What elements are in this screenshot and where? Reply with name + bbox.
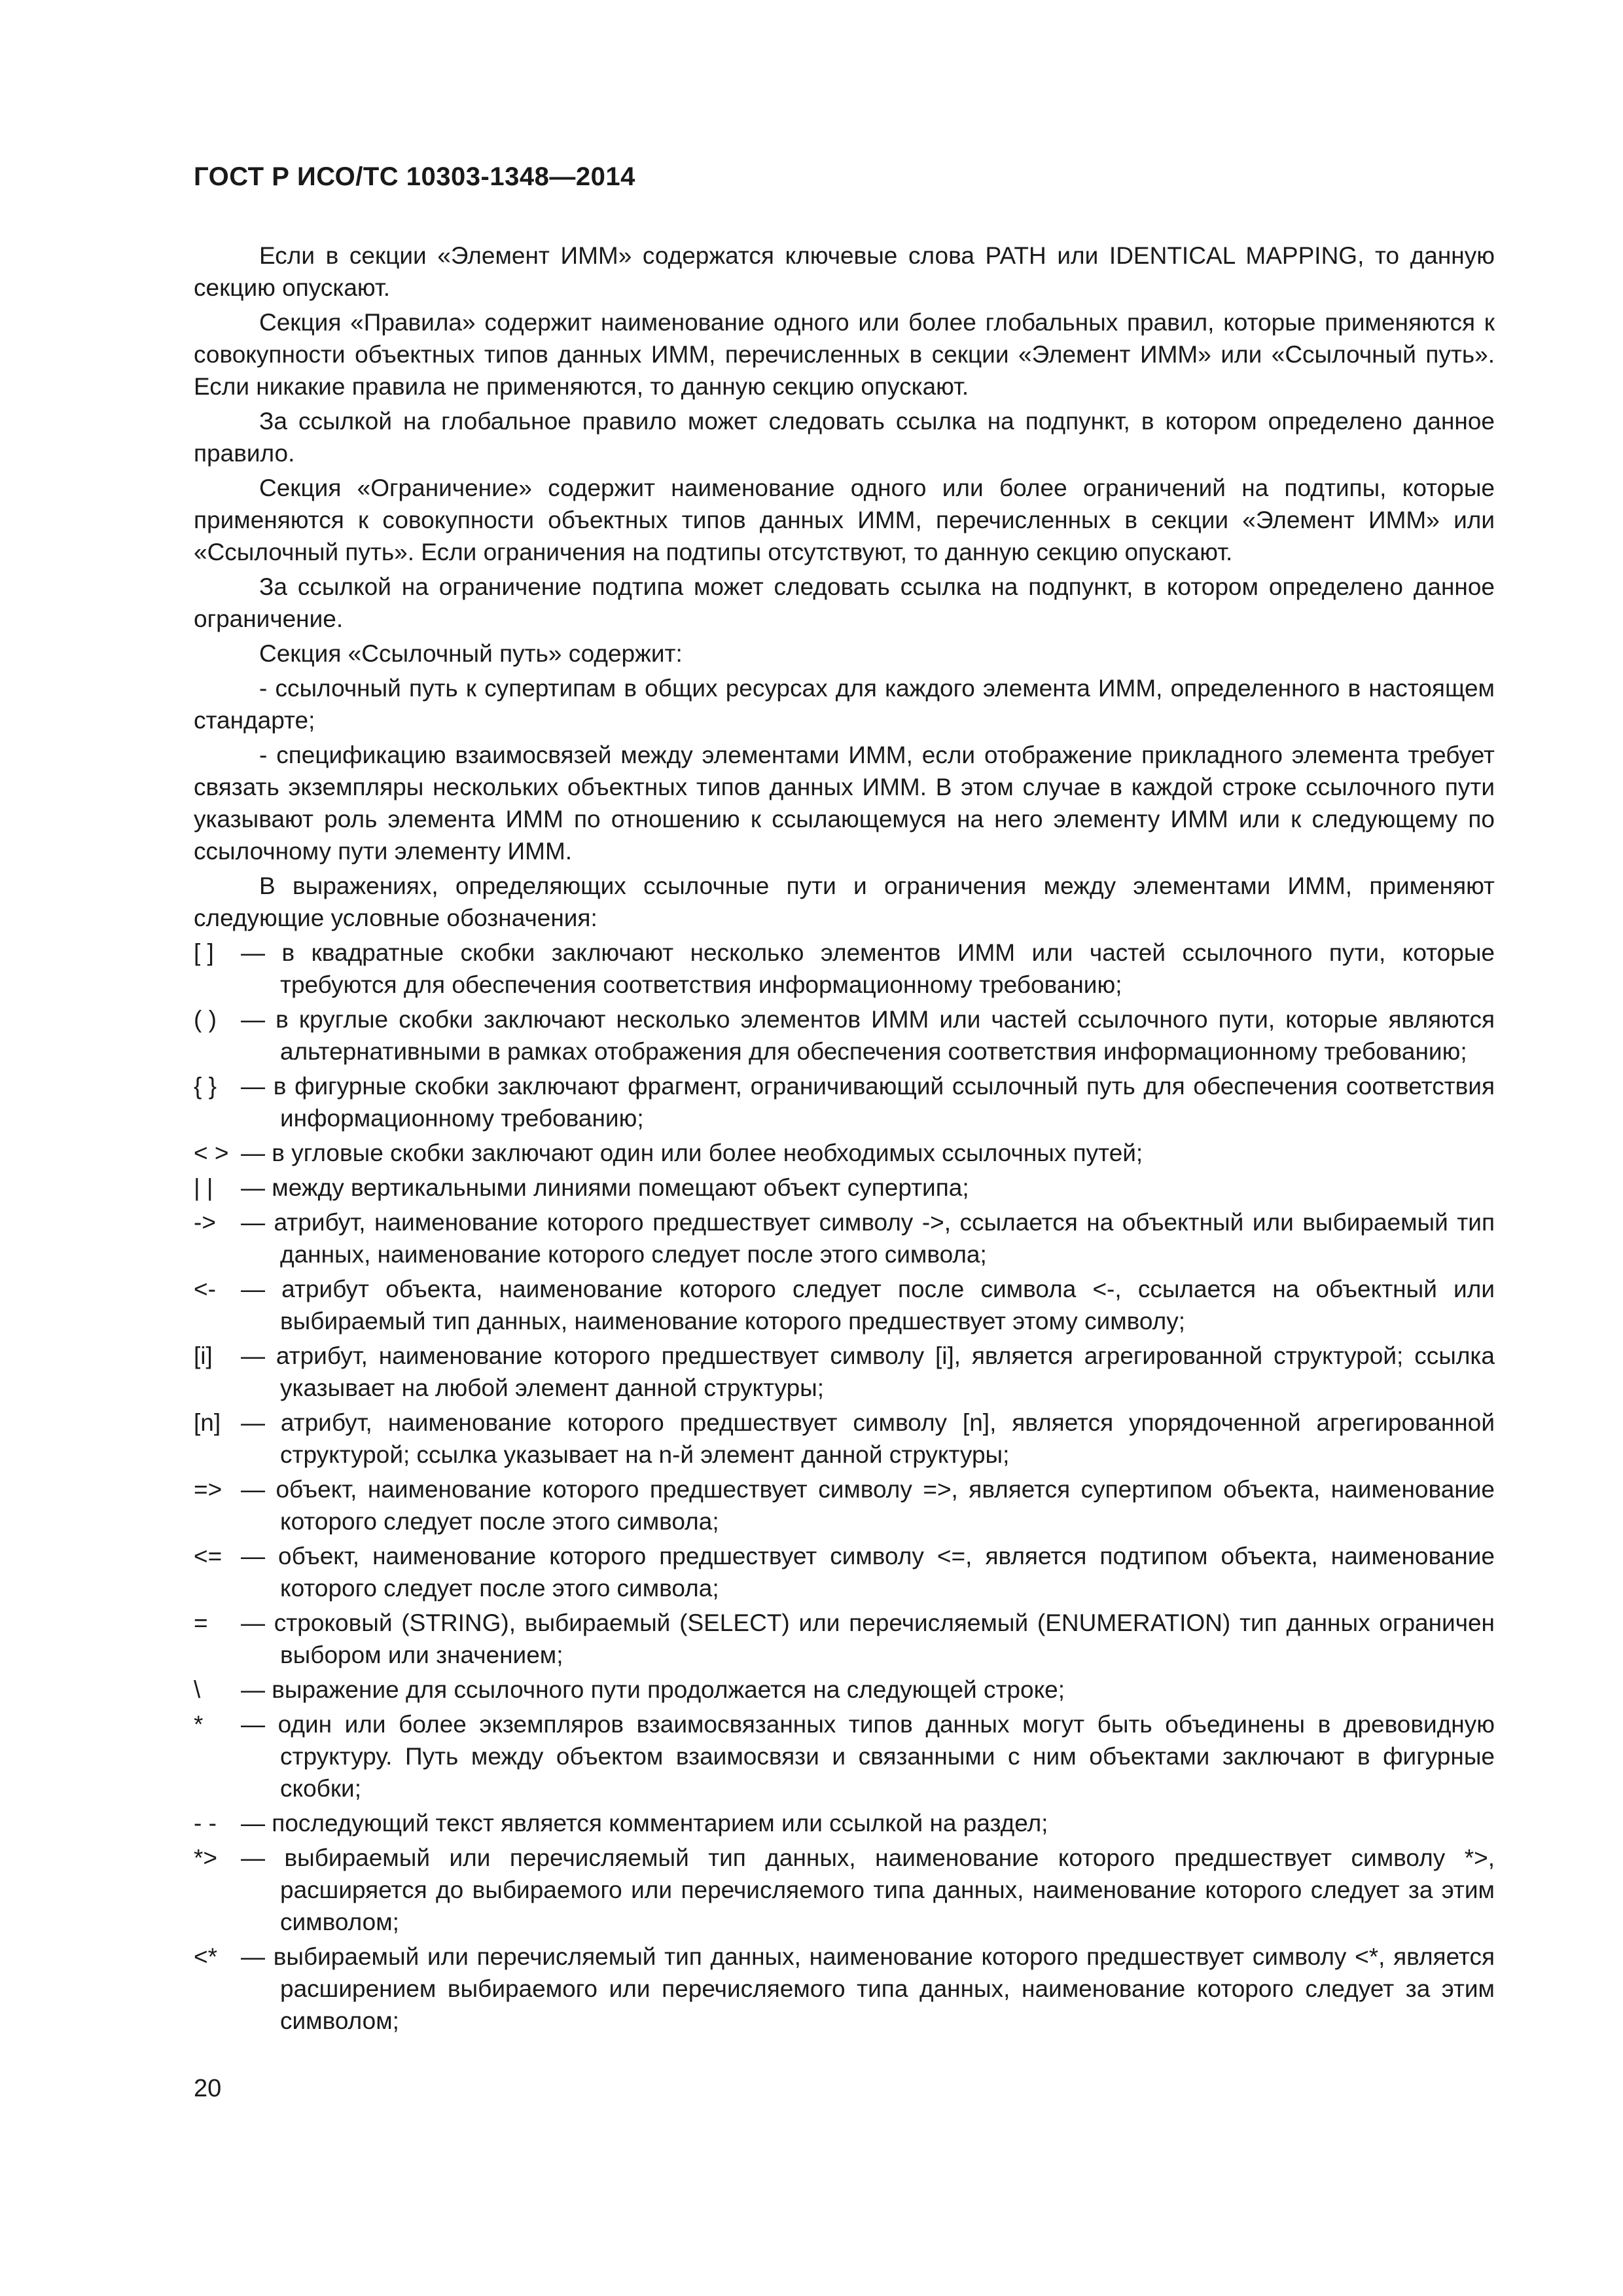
- notation-description: — атрибут, наименование которого предшествует символу [i], является агрегированной структурой; ссылка указывает на любой элемент данной структуры;: [241, 1342, 1495, 1401]
- notation-symbol: [n]: [194, 1409, 221, 1436]
- paragraph: Секция «Правила» содержит наименование одного или более глобальных правил, которые применяются к совокупности объектных типов данных ИММ, перечисленных в секции «Элемент ИММ» или «Ссылочный путь». Если никакие правила не применяются, то данную секцию опускают.: [194, 309, 1495, 400]
- notation-description: — строковый (STRING), выбираемый (SELECT) или перечисляемый (ENUMERATION) тип данных ограничен выбором или значением;: [241, 1609, 1495, 1668]
- notation-list: [194, 937, 1495, 2037]
- paragraph: Секция «Ограничение» содержит наименование одного или более ограничений на подтипы, которые применяются к совокупности объектных типов данных ИММ, перечисленных в секции «Элемент ИММ» или «Ссылочный путь». Если ограничения на подтипы отсутствуют, то данную секцию опускают.: [194, 475, 1495, 565]
- notation-description: — объект, наименование которого предшествует символу <=, является подтипом объекта, наименование которого следует после этого символа;: [241, 1543, 1495, 1602]
- notation-symbol: <*: [194, 1943, 218, 1970]
- notation-description: — объект, наименование которого предшествует символу =>, является супертипом объекта, наименование которого следует после этого символа;: [241, 1476, 1495, 1535]
- notation-description: — выражение для ссылочного пути продолжается на следующей строке;: [241, 1676, 1065, 1703]
- notation-row: [194, 1807, 1495, 1839]
- notation-row: [194, 1172, 1495, 1204]
- notation-symbol: =: [194, 1609, 208, 1636]
- notation-description: — атрибут объекта, наименование которого следует после символа <-, ссылается на объектный или выбираемый тип данных, наименование которого предшествует этому символу;: [241, 1276, 1495, 1335]
- notation-description: — в угловые скобки заключают один или более необходимых ссылочных путей;: [241, 1139, 1143, 1166]
- notation-symbol: <-: [194, 1276, 216, 1302]
- paragraph: За ссылкой на ограничение подтипа может следовать ссылка на подпункт, в котором определено данное ограничение.: [194, 573, 1495, 632]
- notation-symbol: \: [194, 1676, 201, 1703]
- notation-row: [194, 1708, 1495, 1804]
- list-item: - спецификацию взаимосвязей между элементами ИММ, если отображение прикладного элемента требует связать экземпляры нескольких объектных типов данных ИММ. В этом случае в каждой строке ссылочного пути указывают роль элемента ИММ по отношению к ссылающемуся на него элементу ИММ или к следующему по ссылочному пути элементу ИММ.: [194, 742, 1495, 865]
- notation-row: [194, 1674, 1495, 1706]
- list-item: - ссылочный путь к супертипам в общих ресурсах для каждого элемента ИММ, определенного в настоящем стандарте;: [194, 675, 1495, 734]
- notation-description: — между вертикальными линиями помещают объект супертипа;: [241, 1174, 969, 1201]
- paragraph: Если в секции «Элемент ИММ» содержатся ключевые слова PATH или IDENTICAL MAPPING, то данную секцию опускают.: [194, 242, 1495, 301]
- notation-description: — в квадратные скобки заключают несколько элементов ИММ или частей ссылочного пути, которые требуются для обеспечения соответствия информационному требованию;: [241, 939, 1495, 998]
- notation-symbol: ( ): [194, 1006, 217, 1033]
- notation-row: [194, 1206, 1495, 1270]
- notation-symbol: *: [194, 1711, 204, 1738]
- notation-description: — в круглые скобки заключают несколько элементов ИММ или частей ссылочного пути, которые являются альтернативными в рамках отображения для обеспечения соответствия информационному требованию;: [241, 1006, 1495, 1065]
- notation-symbol: <=: [194, 1543, 223, 1570]
- notation-symbol: *>: [194, 1844, 218, 1871]
- notation-row: [194, 1340, 1495, 1404]
- notation-row: [194, 1941, 1495, 2037]
- paragraph: Секция «Ссылочный путь» содержит:: [259, 640, 683, 667]
- notation-row: [194, 1137, 1495, 1169]
- notation-description: — атрибут, наименование которого предшествует символу ->, ссылается на объектный или выбираемый тип данных, наименование которого следует после этого символа;: [241, 1209, 1495, 1268]
- notation-row: [194, 1473, 1495, 1537]
- notation-row: [194, 1607, 1495, 1671]
- notation-description: — в фигурные скобки заключают фрагмент, ограничивающий ссылочный путь для обеспечения соответствия информационному требованию;: [241, 1073, 1495, 1132]
- notation-symbol: =>: [194, 1476, 223, 1503]
- notation-row: [194, 1540, 1495, 1604]
- notation-description: — последующий текст является комментарием или ссылкой на раздел;: [241, 1810, 1048, 1837]
- notation-description: — выбираемый или перечисляемый тип данных, наименование которого предшествует символу *>, расширяется до выбираемого или перечисляемого типа данных, наименование которого следует за этим символом;: [241, 1844, 1495, 1935]
- document-header: ГОСТ Р ИСО/ТС 10303-1348—2014: [194, 162, 635, 191]
- notation-row: [194, 1407, 1495, 1471]
- notation-symbol: [i]: [194, 1342, 213, 1369]
- paragraph: В выражениях, определяющих ссылочные пути и ограничения между элементами ИММ, применяют следующие условные обозначения:: [194, 872, 1495, 931]
- notation-row: [194, 1842, 1495, 1938]
- notation-symbol: < >: [194, 1139, 229, 1166]
- notation-row: [194, 1273, 1495, 1337]
- notation-symbol: - -: [194, 1810, 217, 1837]
- notation-row: [194, 1003, 1495, 1067]
- document-body: [194, 240, 1495, 2039]
- notation-row: [194, 1070, 1495, 1134]
- notation-description: — выбираемый или перечисляемый тип данных, наименование которого предшествует символу <*, является расширением выбираемого или перечисляемого типа данных, наименование которого следует за этим символом;: [241, 1943, 1495, 2034]
- page-number: 20: [194, 2075, 222, 2102]
- notation-description: — атрибут, наименование которого предшествует символу [n], является упорядоченной агрегированной структурой; ссылка указывает на n-й элемент данной структуры;: [241, 1409, 1495, 1468]
- notation-symbol: ->: [194, 1209, 216, 1236]
- notation-symbol: [ ]: [194, 939, 214, 966]
- notation-row: [194, 937, 1495, 1001]
- notation-symbol: { }: [194, 1073, 217, 1100]
- notation-description: — один или более экземпляров взаимосвязанных типов данных могут быть объединены в древовидную структуру. Путь между объектом взаимосвязи и связанными с ним объектами заключают в фигурные скобки;: [241, 1711, 1495, 1802]
- notation-symbol: | |: [194, 1174, 213, 1201]
- paragraph: За ссылкой на глобальное правило может следовать ссылка на подпункт, в котором определено данное правило.: [194, 408, 1495, 467]
